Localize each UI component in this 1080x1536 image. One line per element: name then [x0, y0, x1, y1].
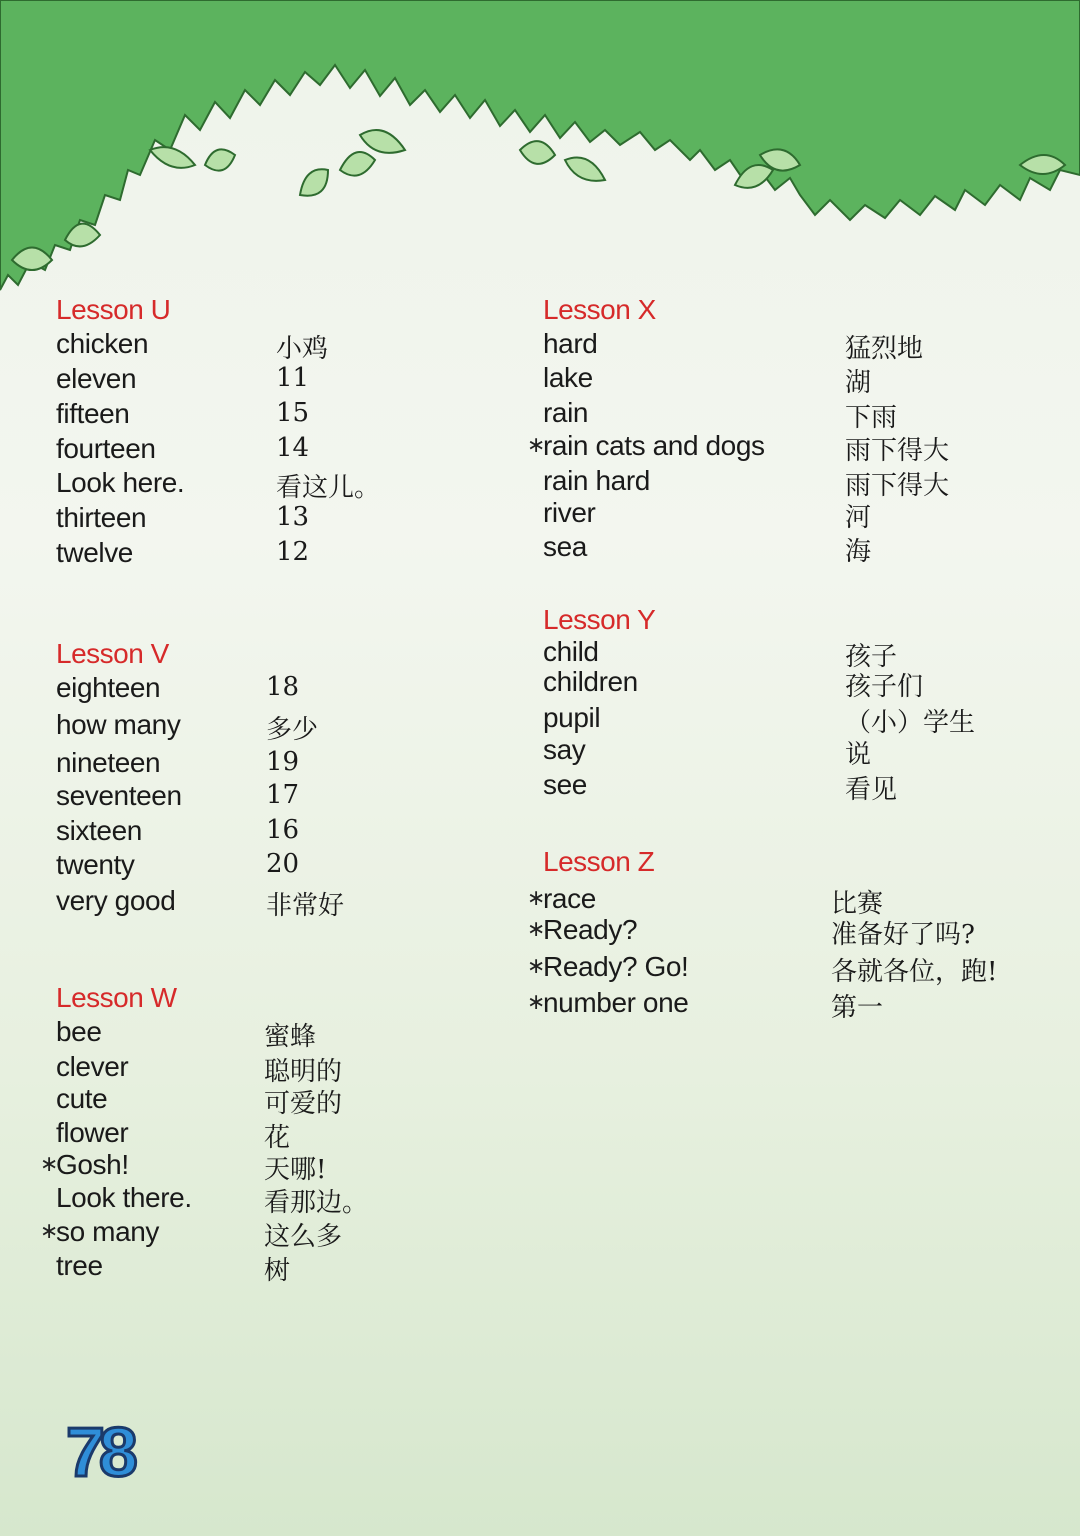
vocab-entry [56, 328, 576, 362]
chinese-meaning: 17 [266, 780, 300, 810]
optional-star-icon: ∗ [527, 886, 546, 911]
english-word: clever [56, 1051, 129, 1082]
english-word: fourteen [56, 433, 156, 464]
optional-star-icon: ∗ [40, 1219, 59, 1244]
chinese-meaning: 雨下得大 [845, 471, 950, 501]
english-word: hard [543, 328, 598, 359]
english-word: chicken [56, 328, 149, 359]
tree-canopy-illustration [0, 0, 1080, 310]
english-word: number one [543, 987, 689, 1018]
vocab-entry [56, 1083, 576, 1117]
vocab-entry [56, 1250, 576, 1284]
chinese-meaning: 可爱的 [264, 1089, 343, 1119]
chinese-meaning: 猛烈地 [845, 334, 924, 364]
english-word: Look there. [56, 1182, 192, 1213]
vocab-entry [543, 531, 1063, 565]
english-word: seventeen [56, 780, 182, 811]
vocab-entry [527, 430, 1063, 466]
chinese-meaning: 湖 [845, 368, 872, 398]
english-word: child [543, 636, 599, 667]
lesson-title: Lesson X [543, 294, 656, 325]
vocab-entry [543, 497, 1063, 531]
chinese-meaning: 20 [266, 849, 300, 879]
lesson-title: Lesson U [56, 294, 171, 325]
vocab-entry [543, 636, 1063, 670]
lesson-title: Lesson Y [543, 604, 656, 635]
english-word: river [543, 497, 596, 528]
english-word: Look here. [56, 467, 185, 498]
vocab-entry [56, 433, 576, 467]
vocab-entry [56, 672, 576, 706]
vocab-entry [56, 1051, 576, 1085]
english-word: how many [56, 709, 181, 740]
chinese-meaning: 小鸡 [276, 334, 329, 364]
chinese-meaning: 15 [276, 398, 310, 428]
english-word: cute [56, 1083, 108, 1114]
english-word: rain cats and dogs [543, 430, 765, 461]
vocab-entry [56, 363, 576, 397]
english-word: rain [543, 397, 589, 428]
chinese-meaning: 14 [276, 433, 310, 463]
vocab-entry [527, 883, 1063, 919]
chinese-meaning: 雨下得大 [845, 436, 950, 466]
english-word: eighteen [56, 672, 161, 703]
english-word: twelve [56, 537, 133, 568]
chinese-meaning: 花 [264, 1123, 291, 1153]
vocab-entry [543, 397, 1063, 431]
page-number-text: 78 [66, 1416, 132, 1486]
vocab-entry [56, 537, 576, 571]
vocab-entry [56, 815, 576, 849]
chinese-meaning: 第一 [831, 993, 884, 1023]
vocab-entry [56, 467, 576, 501]
chinese-meaning: 12 [276, 537, 310, 567]
vocab-entry [543, 666, 1063, 700]
chinese-meaning: 海 [845, 537, 872, 567]
optional-star-icon: ∗ [527, 954, 546, 979]
vocab-entry [543, 702, 1063, 736]
chinese-meaning: 准备好了吗? [831, 920, 975, 950]
optional-star-icon: ∗ [527, 433, 546, 458]
vocab-entry [527, 987, 1063, 1023]
chinese-meaning: （小）学生 [845, 708, 976, 738]
chinese-meaning: 树 [264, 1256, 291, 1286]
english-word: so many [56, 1216, 160, 1247]
vocab-entry [56, 709, 576, 743]
english-word: Ready? [543, 914, 638, 945]
chinese-meaning: 聪明的 [264, 1057, 343, 1087]
english-word: children [543, 666, 638, 697]
vocab-entry [527, 914, 1063, 950]
chinese-meaning: 19 [266, 747, 300, 777]
chinese-meaning: 非常好 [266, 891, 345, 921]
vocab-entry [56, 849, 576, 883]
vocab-entry [56, 1117, 576, 1151]
lesson-title: Lesson Z [543, 846, 655, 877]
chinese-meaning: 天哪! [264, 1155, 327, 1185]
chinese-meaning: 孩子们 [845, 672, 924, 702]
lesson-title: Lesson W [56, 982, 177, 1013]
optional-star-icon: ∗ [527, 917, 546, 942]
vocab-entry [543, 734, 1063, 768]
vocab-entry [40, 1149, 576, 1185]
english-word: eleven [56, 363, 137, 394]
english-word: sixteen [56, 815, 142, 846]
vocab-entry [543, 328, 1063, 362]
chinese-meaning: 16 [266, 815, 300, 845]
english-word: Ready? Go! [543, 951, 689, 982]
vocab-entry [56, 747, 576, 781]
vocab-entry [56, 1016, 576, 1050]
lesson-title: Lesson V [56, 638, 169, 669]
chinese-meaning: 多少 [266, 715, 319, 745]
chinese-meaning: 下雨 [845, 403, 898, 433]
english-word: very good [56, 885, 176, 916]
chinese-meaning: 看这儿。 [276, 473, 381, 503]
chinese-meaning: 这么多 [264, 1222, 343, 1252]
chinese-meaning: 13 [276, 502, 310, 532]
vocab-entry [543, 769, 1063, 803]
english-word: say [543, 734, 586, 765]
english-word: sea [543, 531, 587, 562]
page-number [62, 1416, 172, 1486]
vocab-entry [40, 1216, 576, 1252]
chinese-meaning: 比赛 [831, 889, 884, 919]
chinese-meaning: 蜜蜂 [264, 1022, 317, 1052]
chinese-meaning: 说 [845, 740, 872, 770]
chinese-meaning: 河 [845, 503, 872, 533]
chinese-meaning: 孩子 [845, 642, 898, 672]
chinese-meaning: 11 [276, 363, 310, 393]
chinese-meaning: 看那边。 [264, 1188, 369, 1218]
chinese-meaning: 18 [266, 672, 300, 702]
english-word: pupil [543, 702, 601, 733]
vocab-entry [56, 780, 576, 814]
chinese-meaning: 看见 [845, 775, 898, 805]
chinese-meaning: 各就各位，跑! [831, 957, 998, 987]
english-word: tree [56, 1250, 103, 1281]
english-word: Gosh! [56, 1149, 129, 1180]
vocab-entry [56, 502, 576, 536]
vocab-entry [56, 885, 576, 919]
english-word: nineteen [56, 747, 161, 778]
english-word: lake [543, 362, 593, 393]
vocab-entry [56, 398, 576, 432]
english-word: twenty [56, 849, 135, 880]
vocab-entry [56, 1182, 576, 1216]
english-word: bee [56, 1016, 102, 1047]
english-word: fifteen [56, 398, 130, 429]
optional-star-icon: ∗ [527, 990, 546, 1015]
optional-star-icon: ∗ [40, 1152, 59, 1177]
vocab-entry [527, 951, 1063, 987]
english-word: rain hard [543, 465, 650, 496]
english-word: flower [56, 1117, 129, 1148]
english-word: see [543, 769, 587, 800]
english-word: race [543, 883, 596, 914]
vocab-entry [543, 465, 1063, 499]
vocab-entry [543, 362, 1063, 396]
leaf-cluster-middle [300, 130, 605, 196]
english-word: thirteen [56, 502, 147, 533]
